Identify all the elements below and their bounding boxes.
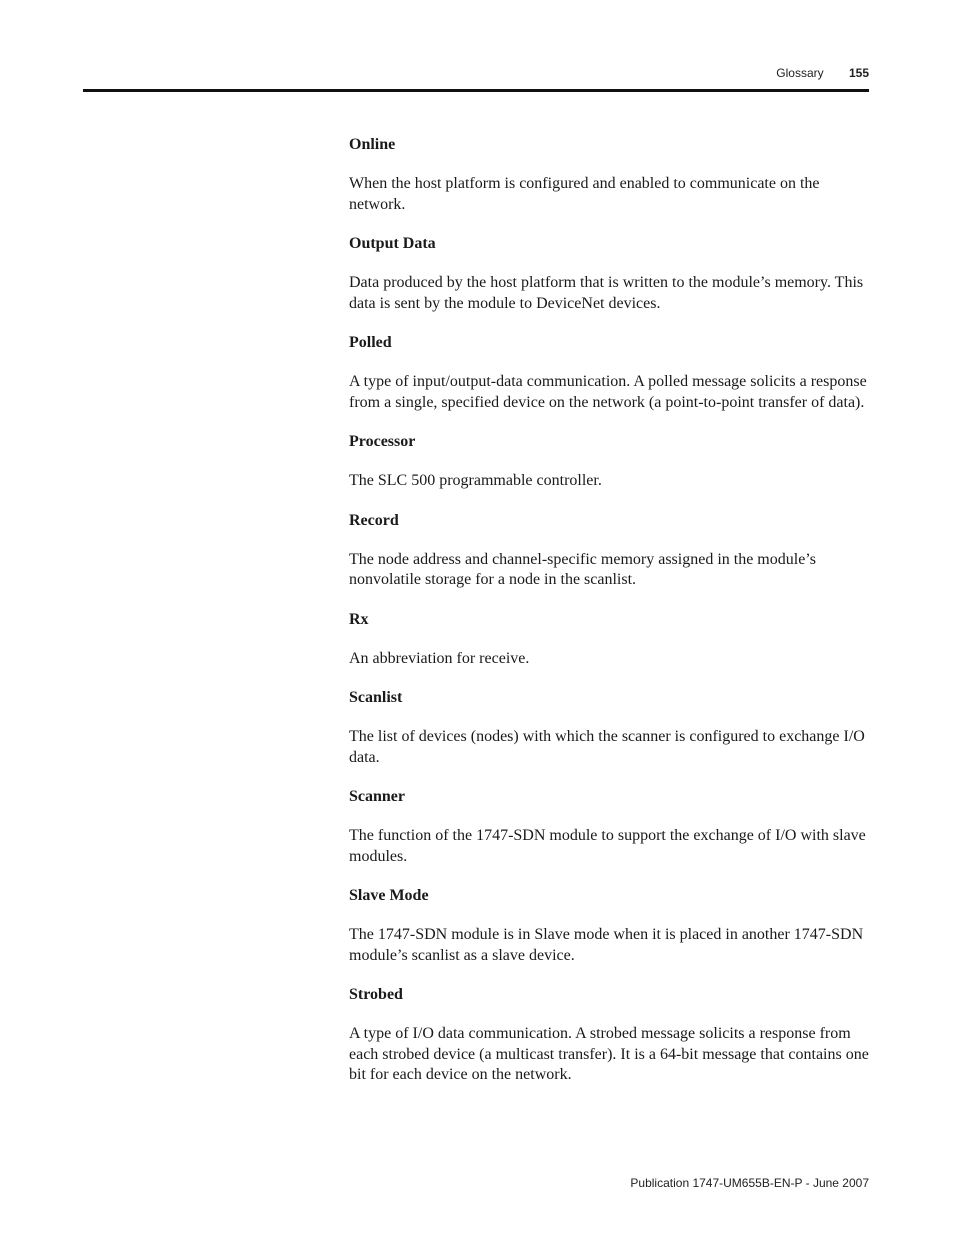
glossary-entry-scanlist — [349, 687, 869, 768]
glossary-term: Processor — [349, 433, 416, 450]
glossary-definition: The list of devices (nodes) with which the scanner is configured to exchange I/O data. — [349, 728, 865, 766]
glossary-definition: Data produced by the host platform that is written to the module’s memory. This data is sent by the module to DeviceNet devices. — [349, 274, 864, 312]
glossary-definition: A type of input/output-data communication. A polled message solicits a response from a single, specified device on the network (a point-to-point transfer of data). — [349, 373, 867, 411]
glossary-entry-polled — [349, 332, 869, 413]
publication-footer: Publication 1747-UM655B-EN-P - June 2007 — [630, 1176, 869, 1190]
glossary-entry-processor — [349, 431, 869, 492]
glossary-definition: When the host platform is configured and enabled to communicate on the network. — [349, 175, 820, 213]
glossary-term: Scanlist — [349, 689, 403, 706]
glossary-term: Online — [349, 136, 396, 153]
glossary-term: Scanner — [349, 788, 405, 805]
glossary-entry-output-data — [349, 233, 869, 314]
glossary-term: Polled — [349, 334, 392, 351]
glossary-definition: A type of I/O data communication. A strobed message solicits a response from each strobed device (a multicast transfer). It is a 64-bit message that contains one bit for each device on the network. — [349, 1025, 869, 1083]
glossary-entry-online — [349, 134, 869, 215]
glossary-entry-record — [349, 510, 869, 591]
glossary-entries — [349, 134, 869, 1104]
running-header — [776, 66, 869, 80]
glossary-term: Output Data — [349, 235, 436, 252]
page-number: 155 — [848, 66, 869, 80]
glossary-entry-slave-mode — [349, 885, 869, 966]
glossary-entry-strobed — [349, 984, 869, 1086]
glossary-definition: The SLC 500 programmable controller. — [349, 472, 602, 489]
glossary-definition: The 1747-SDN module is in Slave mode when it is placed in another 1747-SDN module’s scanlist as a slave device. — [349, 926, 864, 964]
header-rule — [83, 89, 869, 92]
glossary-entry-rx — [349, 609, 869, 670]
glossary-definition: An abbreviation for receive. — [349, 649, 530, 667]
glossary-definition: The node address and channel-specific memory assigned in the module’s nonvolatile storage for a node in the scanlist. — [349, 550, 816, 588]
glossary-term: Rx — [349, 610, 369, 628]
glossary-term: Slave Mode — [349, 887, 429, 904]
glossary-term: Strobed — [349, 986, 403, 1003]
glossary-entry-scanner — [349, 786, 869, 867]
glossary-definition: The function of the 1747-SDN module to support the exchange of I/O with slave modules. — [349, 827, 866, 865]
glossary-term: Record — [349, 511, 399, 529]
header-section-title: Glossary — [776, 66, 824, 80]
